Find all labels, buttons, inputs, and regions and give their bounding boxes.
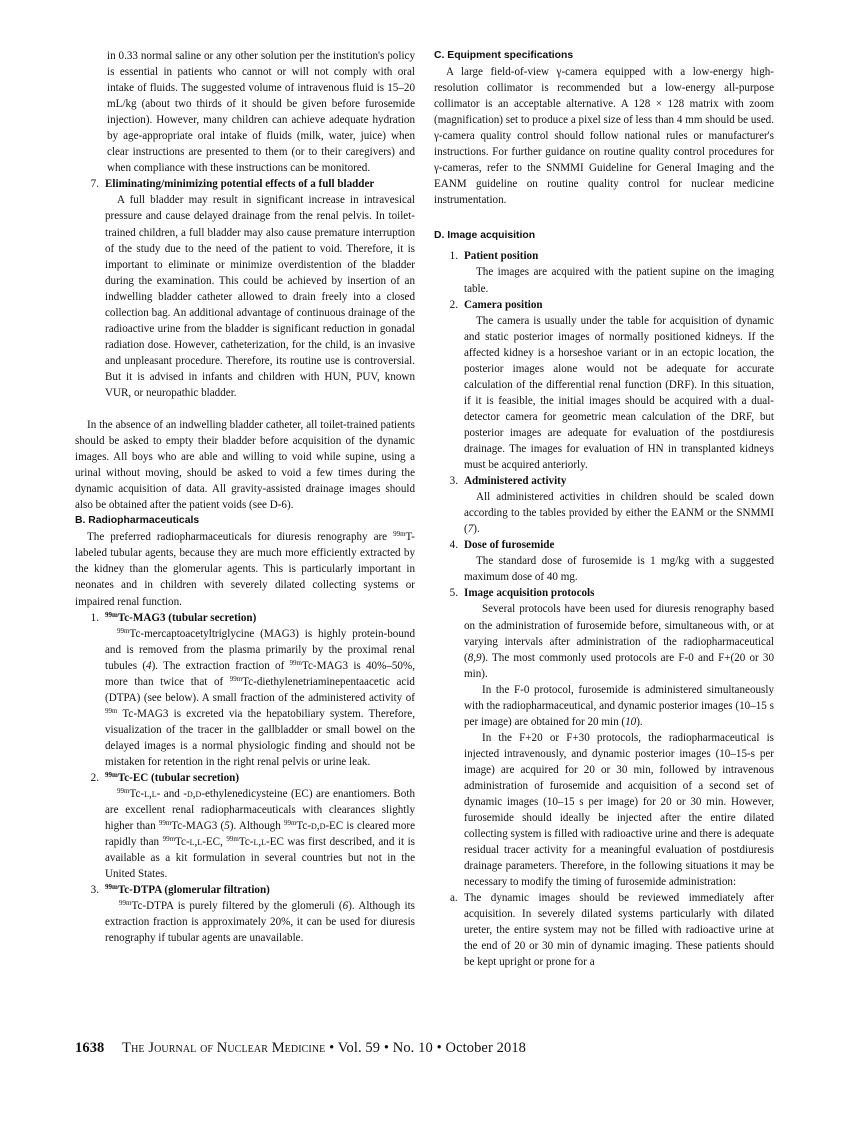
list-item-title: Administered activity: [464, 475, 567, 488]
list-item-text: The standard dose of furosemide is 1 mg/kg with a suggested maximum dose of 40 mg.: [464, 555, 774, 584]
continuation-block: [75, 48, 415, 176]
list-item-dtpa: [75, 882, 415, 898]
left-column: [75, 48, 415, 947]
paragraph-bladder-catheter: In the absence of an indwelling bladder catheter, all toilet-trained patients should be asked to empty their bladder before acquisition of the dynamic images. All boys who are able and willing to void while supine, using a urinal without moving, should be asked to void a few times during the dynamic acquisition of data. All gravity-assisted drainage images should also be obtained after the patient voids (see D-6).: [75, 419, 415, 512]
list-item-title: Camera position: [464, 298, 543, 311]
list-item-text: $^{99m}$Tc-mercaptoacetyltriglycine (MAG3) is highly protein-bound and is removed from the plasma primarily by the proximal renal tubules (4). The extraction fraction of $^{99m}$Tc-MAG3 is 40%–50%, more than twice that of $^{99m}$Tc-diethylenetriaminepentaacetic acid (DTPA) (see below). A small fraction of the administered activity of $^{99m}$ Tc-MAG3 is excreted via the hepatobiliary system. Therefore, visualization of the tracer in the gallbladder or small bowel on the delayed images is a normal physiologic finding and should not be mistaken for retention in the right renal pelvis or urine leak.: [105, 626, 415, 768]
list-number: 5.: [449, 587, 458, 600]
list-item-camera-position: [434, 297, 774, 474]
list-item-acquisition-protocols: [434, 585, 774, 601]
list-number: 4.: [449, 539, 458, 552]
right-column: [434, 48, 774, 971]
list-item-patient-position: [434, 248, 774, 296]
protocols-body: [434, 601, 774, 890]
section-heading-image-acquisition: D. Image acquisition: [434, 230, 536, 242]
list-number: 3.: [449, 475, 458, 488]
list-item-text-dtpa: $^{99m}$Tc-DTPA is purely filtered by the glomeruli (6). Although its extraction fraction is approximately 20%, it can be used for diuresis renography if tubular agents are unavailable.: [105, 899, 415, 945]
sub-item-text: The dynamic images should be reviewed immediately after acquisition. In severely dilated systems particularly with dilated ureter, the entire system may not be filled with radioactive urine at the end of 20 or 30 min of dynamic imaging. These patients should be kept upright or prone for a: [464, 892, 774, 969]
protocols-paragraph: Several protocols have been used for diuresis renography based on the administration of furosemide before, simultaneous with, or at varying intervals after administration of the radiopharmaceutical (8,9). The most commonly used protocols are F-0 and F+(20 or 30 min).: [464, 603, 774, 680]
f0-protocol-paragraph: In the F-0 protocol, furosemide is administered simultaneously with the radiopharmaceutical, and dynamic posterior images (10–15 s per image) are obtained for 20 min (10).: [464, 683, 774, 728]
list-number: 2.: [449, 298, 458, 311]
issue: No. 10: [392, 1040, 433, 1056]
list-item-furosemide-dose: [434, 537, 774, 585]
list-item-title: Image acquisition protocols: [464, 587, 595, 600]
continuation-paragraph: in 0.33 normal saline or any other solution per the institution's policy is essential in patients who cannot or will not comply with oral intake of fluids. The suggested volume of intravenous fluid is 15–20 mL/kg (about two thirds of it should be given before furosemide injection). However, many children can achieve adequate hydration by age-appropriate oral intake of fluids (milk, water, juice) when clear instructions are presented to them (or to their caregivers) and when compliance with these instructions can be monitored.: [107, 50, 415, 175]
list-item-text: A full bladder may result in significant increase in intravesical pressure and cause delayed drainage from the renal pelvis. In toilet-trained children, a full bladder may also cause premature interruption of the study due to the need of the patient to void. Therefore, it is important to eliminate or minimize overdistention of the bladder during the examination. This could be achieved by insertion of an indwelling bladder catheter allowed to drain freely into a closed collection bag. An additional advantage of continuous drainage of the radioactive urine from the bladder is significant reduction in gonadal radiation dose. However, catheterization, for the child, is an invasive and unpleasant procedure. Therefore, its routine use is controversial. But it is advised in infants and children with HUN, PUV, known VUR, or neuropathic bladder.: [105, 194, 415, 399]
list-item-title: Eliminating/minimizing potential effects of a full bladder: [105, 178, 375, 191]
list-item-7: [75, 176, 415, 401]
list-number: 2.: [90, 772, 99, 785]
separator: •: [436, 1040, 442, 1056]
section-heading-equipment: C. Equipment specifications: [434, 50, 574, 61]
list-item-administered-activity: [434, 473, 774, 537]
page-footer: [75, 1040, 526, 1057]
list-item-title: $^{99m}$Tc-MAG3 (tubular secretion): [105, 610, 257, 624]
list-item-mag3: [75, 610, 415, 770]
list-number: 1.: [90, 611, 99, 624]
page-number: 1638: [75, 1040, 105, 1056]
sub-item-label: a.: [450, 892, 458, 905]
list-item-title: Dose of furosemide: [464, 539, 555, 552]
radiopharmaceuticals-intro: The preferred radiopharmaceuticals for diuresis renography are $^{99m}$T-labeled tubular agents, because they are much more efficiently extracted by the kidney than the glomerular agents. This is particularly important in neonates and in children with severely dilated collecting systems or impaired renal function.: [75, 530, 415, 608]
list-item-text: The images are acquired with the patient supine on the imaging table.: [464, 266, 774, 295]
sub-item-a: [434, 890, 774, 970]
list-item-text: $^{99m}$Tc-l,l- and -d,d-ethylenedicysteine (EC) are enantiomers. Both are excellent renal radiopharmaceuticals with clearances slightly higher than $^{99m}$Tc-MAG3 (5). Although $^{99m}$Tc-d,d-EC is cleared more rapidly than $^{99m}$Tc-l,l-EC, $^{99m}$Tc-l,l-EC was first described, and it is available as a kit formulation in several countries but not in the United States.: [105, 787, 416, 881]
separator: •: [383, 1040, 390, 1056]
publication-date: October 2018: [445, 1040, 527, 1056]
list-item-title: $^{99m}$Tc-EC (tubular secretion): [105, 771, 240, 785]
list-number: 3.: [90, 884, 99, 897]
volume: Vol. 59: [337, 1040, 381, 1056]
list-item-ec: [75, 770, 415, 882]
journal-name: The Journal of Nuclear Medicine: [122, 1040, 326, 1056]
equipment-paragraph: A large field-of-view γ-camera equipped with a low-energy high-resolution collimator is recommended but a low-energy all-purpose collimator is an acceptable alternative. A 128 × 128 matrix with zoom (magnification) set to produce a pixel size of less than 4 mm should be used. γ-camera quality control should follow national rules or manufacturer's instructions. For further guidance on routine quality control procedures for γ-cameras, refer to the SNMMI Guideline for General Imaging and the EANM guideline on routine quality control for nuclear medicine instrumentation.: [434, 66, 774, 207]
list-item-text: All administered activities in children should be scaled down according to the tables provided by either the EANM or the SNMMI (7).: [464, 491, 774, 536]
list-number: 7.: [90, 178, 99, 191]
list-item-text: The camera is usually under the table for acquisition of dynamic and static posterior images of normally positioned kidneys. If the affected kidney is a horseshoe variant or in an ectopic location, the posterior images alone would not be adequate for accurate calculation of the differential renal function (DRF). In this situation, if it is feasible, the initial images should be acquired with a dual-detector camera for geometric mean calculation of the DRF, but posterior images are adequate for evaluation of the postdiuresis drainage. The images for evaluation of HN in transplanted kidneys must be acquired anteriorly.: [464, 314, 774, 472]
list-number: 1.: [449, 250, 458, 263]
separator: •: [329, 1040, 335, 1056]
list-item-title: Patient position: [464, 250, 539, 263]
f20-protocol-paragraph: In the F+20 or F+30 protocols, the radiopharmaceutical is injected intravenously, and dynamic posterior images (10–15-s per image) are acquired for 20 or 30 min, followed by intravenous administration of furosemide and acquisition of a second set of dynamic images (10–15 s per image) for 20 or 30 min. However, furosemide should ideally be injected after the entire dilated collecting system is filled with radioactive urine and there is adequate residual tracer activity for a meaningful evaluation of postdiuresis drainage parameters. Therefore, in the following situations it may be necessary to modify the timing of furosemide administration:: [464, 731, 774, 889]
section-heading-radiopharmaceuticals: B. Radiopharmaceuticals: [75, 515, 200, 527]
list-item-title: $^{99m}$Tc-DTPA (glomerular filtration): [105, 883, 270, 897]
